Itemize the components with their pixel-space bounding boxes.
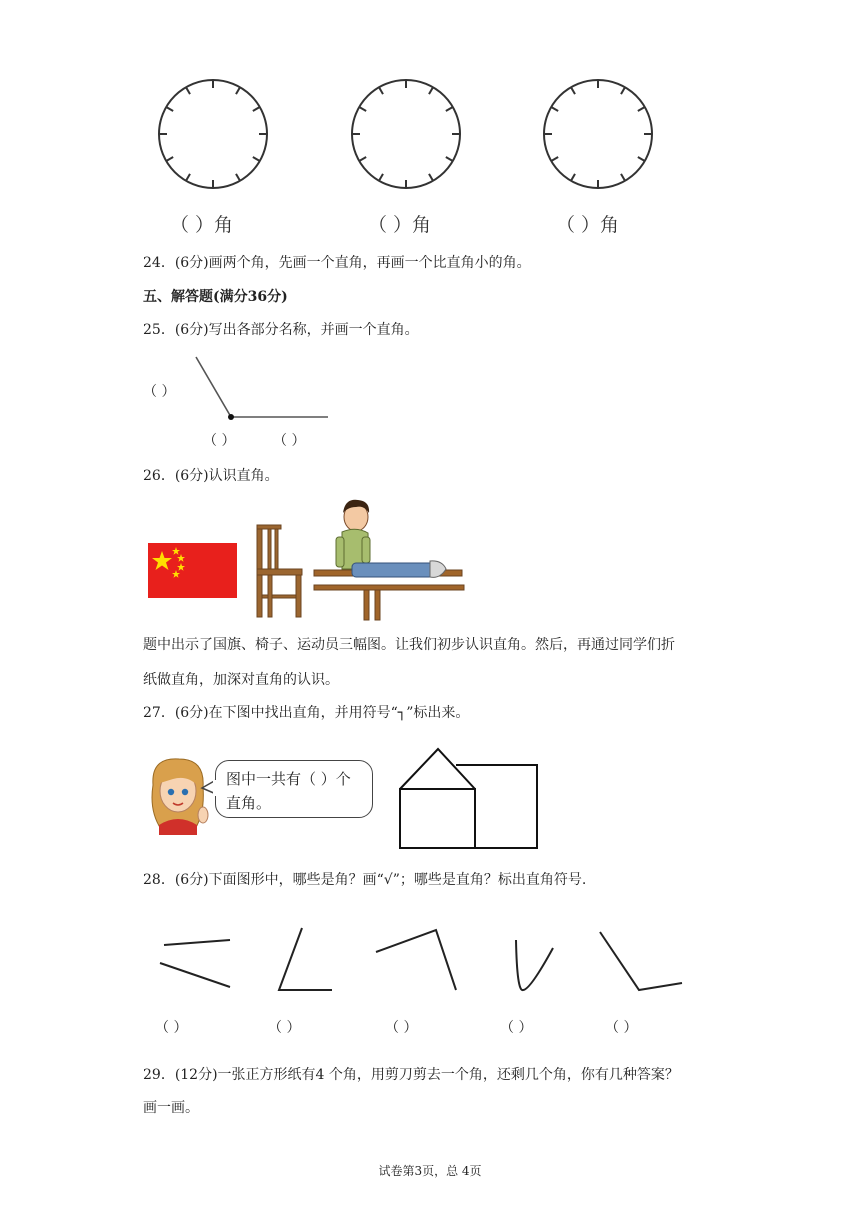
angle-blank-1[interactable]: （ ） (155, 1020, 188, 1036)
house-figure (395, 745, 545, 855)
clock-tick (359, 107, 366, 111)
clock-tick (186, 87, 190, 94)
question-24: 24．(6分)画两个角，先画一个直角，再画一个比直角小的角。 (143, 255, 531, 271)
question-29-line2: 画一画。 (143, 1100, 199, 1116)
clock-face-1 (155, 76, 271, 192)
clock-tick (166, 107, 173, 111)
clock-tick (551, 107, 558, 111)
clock-tick (166, 157, 173, 161)
clock-tick (638, 107, 645, 111)
angle-blank-4[interactable]: （ ） (500, 1020, 533, 1036)
question-29-line1: 29．(12分)一张正方形纸有4 个角，用剪刀剪去一个角，还剩几个角，你有几种答案？ (143, 1067, 679, 1083)
clock-tick (621, 174, 625, 181)
clock-tick (236, 174, 240, 181)
question-26: 26．(6分)认识直角。 (143, 468, 279, 484)
clock-tick (621, 87, 625, 94)
clock-tick (253, 157, 260, 161)
question-25: 25．(6分)写出各部分名称，并画一个直角。 (143, 322, 419, 338)
clock-tick (429, 87, 433, 94)
blank-ray[interactable]: （ ） (273, 433, 306, 449)
bubble-line2: 直角。 (226, 794, 272, 812)
clock-tick (551, 157, 558, 161)
angle-blank-2[interactable]: （ ） (268, 1020, 301, 1036)
clock-tick (379, 87, 383, 94)
blank-side[interactable]: （ ） (143, 384, 176, 400)
clock-tick (359, 157, 366, 161)
question-27: 27．(6分)在下图中找出直角，并用符号“┐”标出来。 (143, 705, 470, 721)
angle-figures (150, 920, 695, 1000)
blank-vertex[interactable]: （ ） (203, 433, 236, 449)
clock-face-2 (348, 76, 464, 192)
clock-tick (446, 107, 453, 111)
section-title: 五、解答题(满分36分) (143, 289, 288, 305)
clock-tick (236, 87, 240, 94)
speech-bubble (215, 760, 373, 818)
q26-explanation-line2: 纸做直角，加深对直角的认识。 (143, 672, 339, 688)
page-footer: 试卷第3页，总 4页 (378, 1164, 482, 1178)
flag-image (148, 543, 238, 599)
clock-tick (571, 87, 575, 94)
clock-tick (379, 174, 383, 181)
clock-tick (429, 174, 433, 181)
angle-blank-3[interactable]: （ ） (385, 1020, 418, 1036)
clock-label-1: （ ）角 (170, 214, 234, 236)
q26-explanation-line1: 题中出示了国旗、椅子、运动员三幅图。让我们初步认识直角。然后，再通过同学们折 (143, 637, 675, 653)
speech-tail-cover (213, 780, 219, 796)
clock-label-2: （ ）角 (368, 214, 432, 236)
clock-tick (571, 174, 575, 181)
athlete-image (312, 497, 467, 622)
clock-tick (446, 157, 453, 161)
angle-blank-5[interactable]: （ ） (605, 1020, 638, 1036)
clock-tick (253, 107, 260, 111)
chair-image (254, 525, 304, 620)
bubble-line1: 图中一共有（ ）个 (226, 770, 351, 788)
clock-tick (638, 157, 645, 161)
clock-tick (186, 174, 190, 181)
question-28: 28．(6分)下面图形中，哪些是角？画“√”；哪些是直角？标出直角符号. (143, 872, 587, 888)
clock-face-3 (540, 76, 656, 192)
clock-label-3: （ ）角 (556, 214, 620, 236)
